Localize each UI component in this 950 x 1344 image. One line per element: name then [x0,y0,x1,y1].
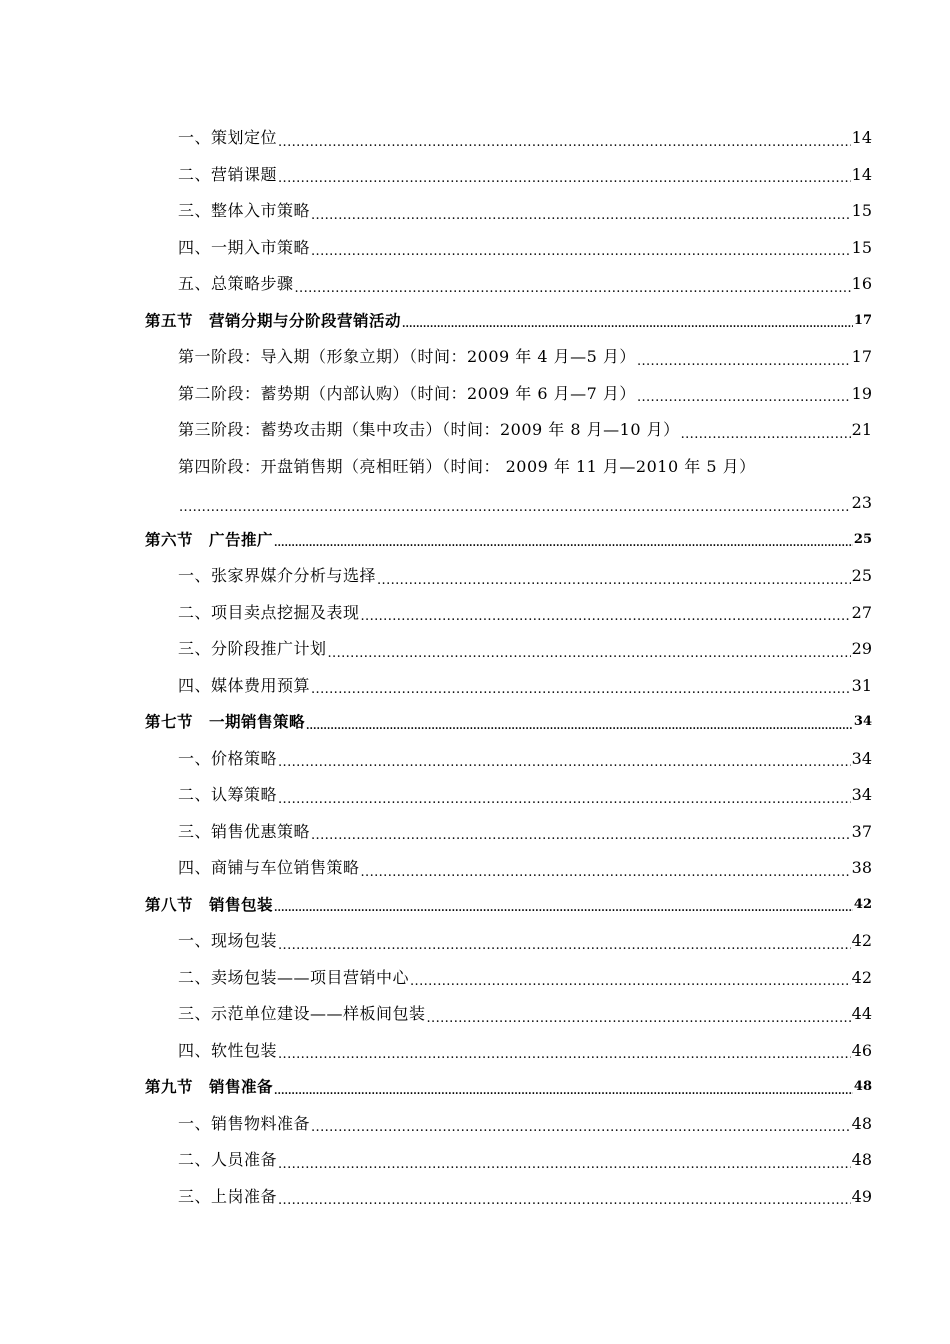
toc-entry[interactable] [145,850,872,887]
toc-entry-page-number: 34 [853,714,872,730]
toc-entry[interactable] [145,449,872,486]
toc-entry-title: 四、软性包装 [178,1040,278,1060]
toc-entry-page-number: 34 [851,748,872,768]
toc-entry-title: 一、张家界媒介分析与选择 [178,566,377,586]
toc-leader-dots [361,869,851,877]
toc-leader-dots [278,759,851,767]
toc-entry-page-number: 17 [853,312,872,328]
toc-entry-page-number: 42 [853,896,872,912]
toc-entry-page-number: 14 [851,164,872,184]
toc-entry-title: 一、价格策略 [178,748,278,768]
toc-leader-dots [278,175,851,183]
toc-entry-page-number: 38 [851,858,872,878]
toc-entry-title: 一、现场包装 [178,931,278,951]
toc-entry-page-number: 37 [851,821,872,841]
toc-leader-dots [410,978,851,986]
toc-leader-dots [306,723,853,731]
toc-entry[interactable] [145,631,872,668]
toc-entry-title: 五、总策略步骤 [178,274,294,294]
toc-entry-page-number: 15 [851,237,872,257]
toc-entry-page-number: 25 [853,531,872,547]
toc-entry[interactable] [145,595,872,632]
toc-leader-dots [278,1197,851,1205]
toc-entry[interactable] [145,120,872,157]
toc-entry-title: 三、示范单位建设——样板间包装 [178,1004,426,1024]
toc-entry-page-number: 44 [851,1004,872,1024]
toc-entry-title: 二、卖场包装——项目营销中心 [178,967,410,987]
toc-entry-title: 第六节 广告推广 [145,529,274,549]
toc-leader-dots [179,504,851,512]
toc-entry-page-number: 49 [851,1186,872,1206]
toc-leader-dots [311,832,851,840]
toc-entry[interactable] [145,376,872,413]
toc-leader-dots [402,321,853,329]
toc-entry-title: 第七节 一期销售策略 [145,712,306,732]
toc-entry-title: 三、上岗准备 [178,1186,278,1206]
toc-leader-dots [278,942,851,950]
toc-entry-title: 二、营销课题 [178,164,278,184]
toc-section-heading[interactable] [145,1069,872,1106]
toc-entry-title: 三、整体入市策略 [178,201,311,221]
toc-leader-dots [637,358,851,366]
toc-entry[interactable] [145,1106,872,1143]
toc-entry[interactable] [145,960,872,997]
toc-entry-page-number: 48 [853,1079,872,1095]
toc-leader-dots [274,1088,853,1096]
toc-entry[interactable] [145,193,872,230]
toc-leader-dots [681,431,851,439]
toc-entry[interactable] [145,157,872,194]
toc-leader-dots [311,248,851,256]
toc-leader-dots [637,394,851,402]
toc-entry[interactable] [145,1033,872,1070]
toc-entry-page-number: 19 [851,383,872,403]
toc-entry-title: 一、销售物料准备 [178,1113,311,1133]
toc-entry-title: 第三阶段：蓄势攻击期（集中攻击）（时间：2009 年 8 月—10 月） [178,420,680,440]
toc-entry-page-number: 27 [851,602,872,622]
toc-entry-title: 第九节 销售准备 [145,1077,274,1097]
toc-section-heading[interactable] [145,887,872,924]
toc-entry-title: 第二阶段：蓄势期（内部认购）（时间：2009 年 6 月—7 月） [178,383,636,403]
toc-entry-page-number: 23 [851,493,872,513]
toc-leader-dots [377,577,851,585]
toc-leader-dots [427,1015,851,1023]
toc-entry-page-number: 29 [851,639,872,659]
toc-leader-dots [295,285,851,293]
toc-entry-title: 四、媒体费用预算 [178,675,311,695]
toc-entry[interactable] [145,266,872,303]
toc-entry[interactable] [145,814,872,851]
toc-entry[interactable] [145,339,872,376]
toc-entry[interactable] [145,230,872,267]
toc-entry-page-number: 48 [851,1150,872,1170]
toc-entry-page-number: 34 [851,785,872,805]
toc-entry-title: 四、商铺与车位销售策略 [178,858,360,878]
toc-entry[interactable] [145,412,872,449]
toc-entry-title: 三、销售优惠策略 [178,821,311,841]
toc-entry-title: 四、一期入市策略 [178,237,311,257]
toc-entry-page-number: 16 [851,274,872,294]
toc-entry[interactable] [145,996,872,1033]
toc-entry-page-number: 46 [851,1040,872,1060]
toc-leader-dots [361,613,851,621]
toc-leader-dots [311,212,851,220]
toc-entry-title: 第八节 销售包装 [145,894,274,914]
toc-leader-dots [311,1124,851,1132]
toc-entry[interactable] [145,777,872,814]
toc-entry-title: 三、分阶段推广计划 [178,639,327,659]
toc-leader-dots [278,1161,851,1169]
toc-entry-page-number: 31 [851,675,872,695]
toc-leader-dots [278,796,851,804]
toc-entry-title: 第一阶段：导入期（形象立期）（时间：2009 年 4 月—5 月） [178,347,636,367]
toc-section-heading[interactable] [145,522,872,559]
toc-leader-dots [311,686,851,694]
toc-entry-page-number: 17 [851,347,872,367]
toc-entry-page-number: 14 [851,128,872,148]
toc-entry-title: 二、人员准备 [178,1150,278,1170]
toc-entry-title: 二、项目卖点挖掘及表现 [178,602,360,622]
toc-entry[interactable] [145,1142,872,1179]
toc-entry-page-number: 48 [851,1113,872,1133]
toc-entry[interactable] [145,923,872,960]
toc-leader-dots [278,1051,851,1059]
toc-entry-title: 一、策划定位 [178,128,278,148]
toc-entry-title: 第五节 营销分期与分阶段营销活动 [145,310,402,330]
toc-entry-page-number: 15 [851,201,872,221]
toc-entry-page-number: 25 [851,566,872,586]
toc-entry-continuation[interactable] [145,485,872,522]
toc-entry-title: 二、认筹策略 [178,785,278,805]
toc-entry-title: 第四阶段：开盘销售期（亮相旺销）（时间： 2009 年 11 月—2010 年 5 月） [178,456,756,476]
toc-entry[interactable] [145,558,872,595]
toc-entry-page-number: 42 [851,967,872,987]
toc-section-heading[interactable] [145,704,872,741]
toc-entry[interactable] [145,1179,872,1216]
table-of-contents [145,120,872,1215]
toc-leader-dots [274,540,853,548]
toc-leader-dots [278,139,851,147]
toc-section-heading[interactable] [145,303,872,340]
toc-entry-page-number: 21 [851,420,872,440]
toc-leader-dots [328,650,851,658]
toc-entry[interactable] [145,741,872,778]
toc-leader-dots [274,905,853,913]
toc-entry-page-number: 42 [851,931,872,951]
toc-entry[interactable] [145,668,872,705]
